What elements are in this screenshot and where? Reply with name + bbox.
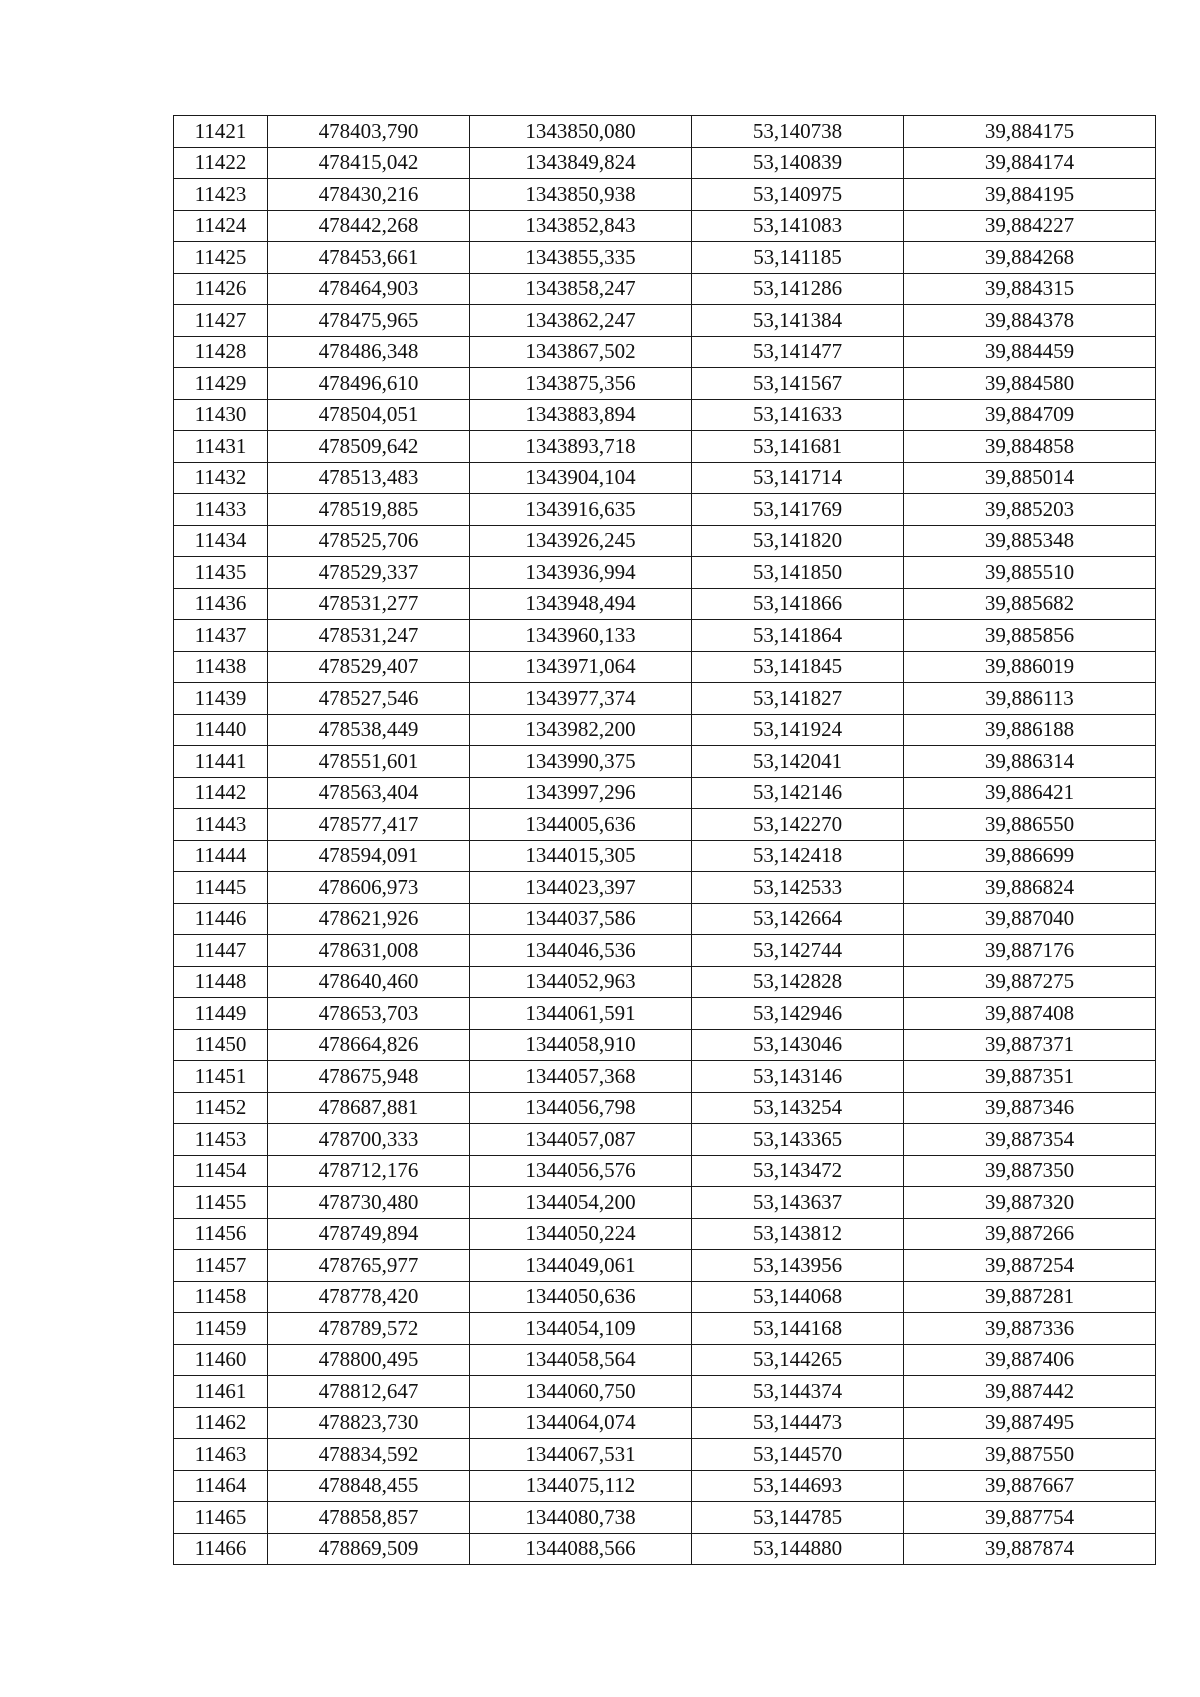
table-row <box>174 872 1156 904</box>
longitude-cell: 39,884315 <box>904 273 1156 305</box>
x-coordinate-cell: 478529,337 <box>268 557 470 589</box>
latitude-cell: 53,141864 <box>692 620 904 652</box>
latitude-cell: 53,140738 <box>692 116 904 148</box>
table-row <box>174 557 1156 589</box>
latitude-cell: 53,142828 <box>692 966 904 998</box>
x-coordinate-cell: 478527,546 <box>268 683 470 715</box>
point-number-cell: 11438 <box>174 651 268 683</box>
x-coordinate-cell: 478869,509 <box>268 1533 470 1565</box>
latitude-cell: 53,144693 <box>692 1470 904 1502</box>
latitude-cell: 53,143146 <box>692 1061 904 1093</box>
table-row <box>174 179 1156 211</box>
point-number-cell: 11426 <box>174 273 268 305</box>
x-coordinate-cell: 478789,572 <box>268 1313 470 1345</box>
y-coordinate-cell: 1344056,798 <box>470 1092 692 1124</box>
longitude-cell: 39,886699 <box>904 840 1156 872</box>
latitude-cell: 53,142664 <box>692 903 904 935</box>
y-coordinate-cell: 1344050,636 <box>470 1281 692 1313</box>
latitude-cell: 53,144265 <box>692 1344 904 1376</box>
longitude-cell: 39,884268 <box>904 242 1156 274</box>
table-row <box>174 273 1156 305</box>
y-coordinate-cell: 1344052,963 <box>470 966 692 998</box>
y-coordinate-cell: 1344075,112 <box>470 1470 692 1502</box>
y-coordinate-cell: 1344067,531 <box>470 1439 692 1471</box>
point-number-cell: 11422 <box>174 147 268 179</box>
latitude-cell: 53,144068 <box>692 1281 904 1313</box>
latitude-cell: 53,142533 <box>692 872 904 904</box>
table-row <box>174 746 1156 778</box>
x-coordinate-cell: 478430,216 <box>268 179 470 211</box>
table-row <box>174 242 1156 274</box>
latitude-cell: 53,141384 <box>692 305 904 337</box>
latitude-cell: 53,143046 <box>692 1029 904 1061</box>
point-number-cell: 11421 <box>174 116 268 148</box>
y-coordinate-cell: 1343893,718 <box>470 431 692 463</box>
longitude-cell: 39,884378 <box>904 305 1156 337</box>
point-number-cell: 11429 <box>174 368 268 400</box>
x-coordinate-cell: 478631,008 <box>268 935 470 967</box>
table-row <box>174 777 1156 809</box>
longitude-cell: 39,887354 <box>904 1124 1156 1156</box>
latitude-cell: 53,143812 <box>692 1218 904 1250</box>
x-coordinate-cell: 478778,420 <box>268 1281 470 1313</box>
latitude-cell: 53,141866 <box>692 588 904 620</box>
point-number-cell: 11456 <box>174 1218 268 1250</box>
y-coordinate-cell: 1343916,635 <box>470 494 692 526</box>
table-row <box>174 1533 1156 1565</box>
y-coordinate-cell: 1343855,335 <box>470 242 692 274</box>
y-coordinate-cell: 1343875,356 <box>470 368 692 400</box>
x-coordinate-cell: 478606,973 <box>268 872 470 904</box>
table-row <box>174 1029 1156 1061</box>
longitude-cell: 39,887266 <box>904 1218 1156 1250</box>
longitude-cell: 39,886314 <box>904 746 1156 778</box>
x-coordinate-cell: 478496,610 <box>268 368 470 400</box>
x-coordinate-cell: 478730,480 <box>268 1187 470 1219</box>
latitude-cell: 53,141083 <box>692 210 904 242</box>
latitude-cell: 53,144168 <box>692 1313 904 1345</box>
longitude-cell: 39,884709 <box>904 399 1156 431</box>
y-coordinate-cell: 1344057,368 <box>470 1061 692 1093</box>
longitude-cell: 39,885682 <box>904 588 1156 620</box>
x-coordinate-cell: 478531,247 <box>268 620 470 652</box>
point-number-cell: 11447 <box>174 935 268 967</box>
point-number-cell: 11458 <box>174 1281 268 1313</box>
table-row <box>174 714 1156 746</box>
x-coordinate-cell: 478509,642 <box>268 431 470 463</box>
y-coordinate-cell: 1344015,305 <box>470 840 692 872</box>
longitude-cell: 39,884174 <box>904 147 1156 179</box>
latitude-cell: 53,143254 <box>692 1092 904 1124</box>
point-number-cell: 11435 <box>174 557 268 589</box>
longitude-cell: 39,887275 <box>904 966 1156 998</box>
latitude-cell: 53,142146 <box>692 777 904 809</box>
point-number-cell: 11442 <box>174 777 268 809</box>
latitude-cell: 53,141185 <box>692 242 904 274</box>
table-row <box>174 1439 1156 1471</box>
latitude-cell: 53,144473 <box>692 1407 904 1439</box>
latitude-cell: 53,142041 <box>692 746 904 778</box>
latitude-cell: 53,141633 <box>692 399 904 431</box>
longitude-cell: 39,885348 <box>904 525 1156 557</box>
latitude-cell: 53,141681 <box>692 431 904 463</box>
y-coordinate-cell: 1344061,591 <box>470 998 692 1030</box>
y-coordinate-cell: 1343997,296 <box>470 777 692 809</box>
longitude-cell: 39,887254 <box>904 1250 1156 1282</box>
latitude-cell: 53,142270 <box>692 809 904 841</box>
table-row <box>174 1281 1156 1313</box>
table-row <box>174 147 1156 179</box>
latitude-cell: 53,141567 <box>692 368 904 400</box>
longitude-cell: 39,887320 <box>904 1187 1156 1219</box>
x-coordinate-cell: 478800,495 <box>268 1344 470 1376</box>
longitude-cell: 39,886824 <box>904 872 1156 904</box>
point-number-cell: 11453 <box>174 1124 268 1156</box>
latitude-cell: 53,144785 <box>692 1502 904 1534</box>
longitude-cell: 39,887040 <box>904 903 1156 935</box>
longitude-cell: 39,886113 <box>904 683 1156 715</box>
latitude-cell: 53,143365 <box>692 1124 904 1156</box>
table-row <box>174 1313 1156 1345</box>
point-number-cell: 11439 <box>174 683 268 715</box>
table-row <box>174 1061 1156 1093</box>
y-coordinate-cell: 1344049,061 <box>470 1250 692 1282</box>
table-row <box>174 1092 1156 1124</box>
longitude-cell: 39,887346 <box>904 1092 1156 1124</box>
x-coordinate-cell: 478594,091 <box>268 840 470 872</box>
table-row <box>174 935 1156 967</box>
x-coordinate-cell: 478848,455 <box>268 1470 470 1502</box>
latitude-cell: 53,140975 <box>692 179 904 211</box>
longitude-cell: 39,887406 <box>904 1344 1156 1376</box>
latitude-cell: 53,141850 <box>692 557 904 589</box>
y-coordinate-cell: 1343960,133 <box>470 620 692 652</box>
longitude-cell: 39,886550 <box>904 809 1156 841</box>
point-number-cell: 11437 <box>174 620 268 652</box>
table-row <box>174 1470 1156 1502</box>
coordinates-table <box>173 115 1156 1565</box>
table-row <box>174 210 1156 242</box>
table-row <box>174 368 1156 400</box>
longitude-cell: 39,887874 <box>904 1533 1156 1565</box>
x-coordinate-cell: 478664,826 <box>268 1029 470 1061</box>
x-coordinate-cell: 478675,948 <box>268 1061 470 1093</box>
x-coordinate-cell: 478812,647 <box>268 1376 470 1408</box>
y-coordinate-cell: 1344054,109 <box>470 1313 692 1345</box>
latitude-cell: 53,141924 <box>692 714 904 746</box>
latitude-cell: 53,143472 <box>692 1155 904 1187</box>
longitude-cell: 39,887336 <box>904 1313 1156 1345</box>
latitude-cell: 53,141477 <box>692 336 904 368</box>
longitude-cell: 39,885203 <box>904 494 1156 526</box>
table-row <box>174 431 1156 463</box>
longitude-cell: 39,887350 <box>904 1155 1156 1187</box>
y-coordinate-cell: 1343948,494 <box>470 588 692 620</box>
y-coordinate-cell: 1344056,576 <box>470 1155 692 1187</box>
point-number-cell: 11462 <box>174 1407 268 1439</box>
y-coordinate-cell: 1343904,104 <box>470 462 692 494</box>
latitude-cell: 53,141714 <box>692 462 904 494</box>
table-row <box>174 1344 1156 1376</box>
y-coordinate-cell: 1343850,938 <box>470 179 692 211</box>
longitude-cell: 39,885510 <box>904 557 1156 589</box>
point-number-cell: 11451 <box>174 1061 268 1093</box>
x-coordinate-cell: 478504,051 <box>268 399 470 431</box>
x-coordinate-cell: 478453,661 <box>268 242 470 274</box>
longitude-cell: 39,885856 <box>904 620 1156 652</box>
x-coordinate-cell: 478415,042 <box>268 147 470 179</box>
point-number-cell: 11452 <box>174 1092 268 1124</box>
point-number-cell: 11455 <box>174 1187 268 1219</box>
y-coordinate-cell: 1344046,536 <box>470 935 692 967</box>
y-coordinate-cell: 1343982,200 <box>470 714 692 746</box>
x-coordinate-cell: 478531,277 <box>268 588 470 620</box>
table-row <box>174 588 1156 620</box>
y-coordinate-cell: 1344057,087 <box>470 1124 692 1156</box>
longitude-cell: 39,887176 <box>904 935 1156 967</box>
x-coordinate-cell: 478563,404 <box>268 777 470 809</box>
table-row <box>174 1376 1156 1408</box>
table-row <box>174 399 1156 431</box>
point-number-cell: 11436 <box>174 588 268 620</box>
x-coordinate-cell: 478858,857 <box>268 1502 470 1534</box>
x-coordinate-cell: 478403,790 <box>268 116 470 148</box>
point-number-cell: 11430 <box>174 399 268 431</box>
point-number-cell: 11441 <box>174 746 268 778</box>
point-number-cell: 11459 <box>174 1313 268 1345</box>
table-row <box>174 494 1156 526</box>
x-coordinate-cell: 478519,885 <box>268 494 470 526</box>
y-coordinate-cell: 1344037,586 <box>470 903 692 935</box>
point-number-cell: 11466 <box>174 1533 268 1565</box>
longitude-cell: 39,884175 <box>904 116 1156 148</box>
x-coordinate-cell: 478621,926 <box>268 903 470 935</box>
y-coordinate-cell: 1344080,738 <box>470 1502 692 1534</box>
table-row <box>174 116 1156 148</box>
point-number-cell: 11424 <box>174 210 268 242</box>
y-coordinate-cell: 1343926,245 <box>470 525 692 557</box>
x-coordinate-cell: 478653,703 <box>268 998 470 1030</box>
y-coordinate-cell: 1343971,064 <box>470 651 692 683</box>
longitude-cell: 39,886019 <box>904 651 1156 683</box>
point-number-cell: 11428 <box>174 336 268 368</box>
table-row <box>174 1502 1156 1534</box>
longitude-cell: 39,887495 <box>904 1407 1156 1439</box>
latitude-cell: 53,144880 <box>692 1533 904 1565</box>
x-coordinate-cell: 478513,483 <box>268 462 470 494</box>
y-coordinate-cell: 1343852,843 <box>470 210 692 242</box>
table-row <box>174 809 1156 841</box>
point-number-cell: 11445 <box>174 872 268 904</box>
x-coordinate-cell: 478823,730 <box>268 1407 470 1439</box>
table-row <box>174 1155 1156 1187</box>
longitude-cell: 39,886421 <box>904 777 1156 809</box>
longitude-cell: 39,887550 <box>904 1439 1156 1471</box>
x-coordinate-cell: 478640,460 <box>268 966 470 998</box>
table-row <box>174 1187 1156 1219</box>
latitude-cell: 53,141820 <box>692 525 904 557</box>
point-number-cell: 11432 <box>174 462 268 494</box>
point-number-cell: 11464 <box>174 1470 268 1502</box>
point-number-cell: 11457 <box>174 1250 268 1282</box>
x-coordinate-cell: 478765,977 <box>268 1250 470 1282</box>
table-row <box>174 966 1156 998</box>
table-row <box>174 998 1156 1030</box>
x-coordinate-cell: 478538,449 <box>268 714 470 746</box>
longitude-cell: 39,884195 <box>904 179 1156 211</box>
table-row <box>174 651 1156 683</box>
table-row <box>174 1124 1156 1156</box>
table-row <box>174 336 1156 368</box>
latitude-cell: 53,140839 <box>692 147 904 179</box>
latitude-cell: 53,141769 <box>692 494 904 526</box>
longitude-cell: 39,887754 <box>904 1502 1156 1534</box>
latitude-cell: 53,141827 <box>692 683 904 715</box>
x-coordinate-cell: 478749,894 <box>268 1218 470 1250</box>
table-row <box>174 1218 1156 1250</box>
y-coordinate-cell: 1343883,894 <box>470 399 692 431</box>
point-number-cell: 11448 <box>174 966 268 998</box>
y-coordinate-cell: 1344023,397 <box>470 872 692 904</box>
y-coordinate-cell: 1344058,564 <box>470 1344 692 1376</box>
y-coordinate-cell: 1344058,910 <box>470 1029 692 1061</box>
y-coordinate-cell: 1344050,224 <box>470 1218 692 1250</box>
latitude-cell: 53,142946 <box>692 998 904 1030</box>
point-number-cell: 11449 <box>174 998 268 1030</box>
y-coordinate-cell: 1344005,636 <box>470 809 692 841</box>
x-coordinate-cell: 478577,417 <box>268 809 470 841</box>
point-number-cell: 11443 <box>174 809 268 841</box>
x-coordinate-cell: 478464,903 <box>268 273 470 305</box>
y-coordinate-cell: 1343862,247 <box>470 305 692 337</box>
x-coordinate-cell: 478475,965 <box>268 305 470 337</box>
y-coordinate-cell: 1344088,566 <box>470 1533 692 1565</box>
latitude-cell: 53,143956 <box>692 1250 904 1282</box>
y-coordinate-cell: 1343936,994 <box>470 557 692 589</box>
y-coordinate-cell: 1343990,375 <box>470 746 692 778</box>
point-number-cell: 11461 <box>174 1376 268 1408</box>
x-coordinate-cell: 478700,333 <box>268 1124 470 1156</box>
point-number-cell: 11440 <box>174 714 268 746</box>
point-number-cell: 11450 <box>174 1029 268 1061</box>
longitude-cell: 39,885014 <box>904 462 1156 494</box>
longitude-cell: 39,884580 <box>904 368 1156 400</box>
table-row <box>174 1407 1156 1439</box>
longitude-cell: 39,884227 <box>904 210 1156 242</box>
longitude-cell: 39,887351 <box>904 1061 1156 1093</box>
table-row <box>174 1250 1156 1282</box>
point-number-cell: 11434 <box>174 525 268 557</box>
latitude-cell: 53,142744 <box>692 935 904 967</box>
point-number-cell: 11446 <box>174 903 268 935</box>
table-row <box>174 903 1156 935</box>
y-coordinate-cell: 1344054,200 <box>470 1187 692 1219</box>
y-coordinate-cell: 1343858,247 <box>470 273 692 305</box>
y-coordinate-cell: 1343850,080 <box>470 116 692 148</box>
coordinates-table-body <box>174 116 1156 1565</box>
table-row <box>174 525 1156 557</box>
latitude-cell: 53,144374 <box>692 1376 904 1408</box>
latitude-cell: 53,143637 <box>692 1187 904 1219</box>
longitude-cell: 39,884459 <box>904 336 1156 368</box>
x-coordinate-cell: 478442,268 <box>268 210 470 242</box>
longitude-cell: 39,886188 <box>904 714 1156 746</box>
point-number-cell: 11431 <box>174 431 268 463</box>
point-number-cell: 11444 <box>174 840 268 872</box>
table-row <box>174 462 1156 494</box>
point-number-cell: 11433 <box>174 494 268 526</box>
x-coordinate-cell: 478834,592 <box>268 1439 470 1471</box>
point-number-cell: 11465 <box>174 1502 268 1534</box>
x-coordinate-cell: 478529,407 <box>268 651 470 683</box>
y-coordinate-cell: 1343867,502 <box>470 336 692 368</box>
longitude-cell: 39,884858 <box>904 431 1156 463</box>
y-coordinate-cell: 1344064,074 <box>470 1407 692 1439</box>
longitude-cell: 39,887408 <box>904 998 1156 1030</box>
table-row <box>174 840 1156 872</box>
point-number-cell: 11427 <box>174 305 268 337</box>
x-coordinate-cell: 478486,348 <box>268 336 470 368</box>
longitude-cell: 39,887442 <box>904 1376 1156 1408</box>
latitude-cell: 53,144570 <box>692 1439 904 1471</box>
x-coordinate-cell: 478712,176 <box>268 1155 470 1187</box>
longitude-cell: 39,887667 <box>904 1470 1156 1502</box>
x-coordinate-cell: 478687,881 <box>268 1092 470 1124</box>
y-coordinate-cell: 1344060,750 <box>470 1376 692 1408</box>
point-number-cell: 11463 <box>174 1439 268 1471</box>
y-coordinate-cell: 1343849,824 <box>470 147 692 179</box>
point-number-cell: 11425 <box>174 242 268 274</box>
y-coordinate-cell: 1343977,374 <box>470 683 692 715</box>
point-number-cell: 11454 <box>174 1155 268 1187</box>
table-row <box>174 683 1156 715</box>
table-row <box>174 305 1156 337</box>
x-coordinate-cell: 478551,601 <box>268 746 470 778</box>
longitude-cell: 39,887371 <box>904 1029 1156 1061</box>
latitude-cell: 53,141286 <box>692 273 904 305</box>
point-number-cell: 11423 <box>174 179 268 211</box>
latitude-cell: 53,142418 <box>692 840 904 872</box>
table-row <box>174 620 1156 652</box>
point-number-cell: 11460 <box>174 1344 268 1376</box>
longitude-cell: 39,887281 <box>904 1281 1156 1313</box>
latitude-cell: 53,141845 <box>692 651 904 683</box>
x-coordinate-cell: 478525,706 <box>268 525 470 557</box>
